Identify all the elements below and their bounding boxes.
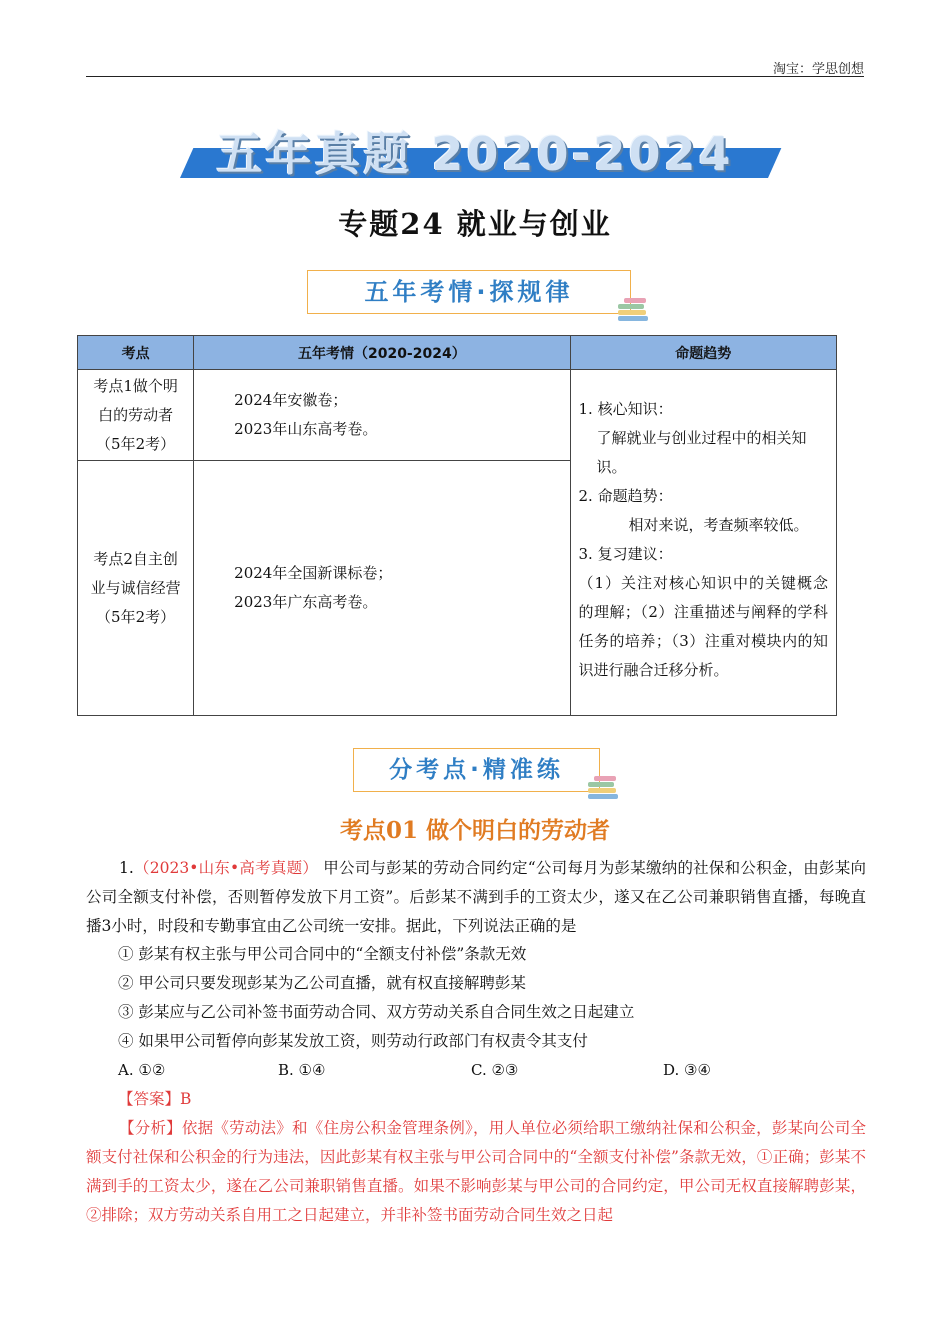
kaodian-cell: 考点2自主创 业与诚信经营 （5年2考） — [78, 461, 194, 716]
trend-cell — [570, 370, 836, 716]
trend-text: 了解就业与创业过程中的相关知识。 — [596, 428, 807, 476]
section-title: 考点01 做个明白的劳动者 — [339, 817, 610, 844]
choice-b: B. ①④ — [278, 1061, 326, 1079]
title-banner — [180, 112, 770, 184]
kaoqing-cell: 2024年全国新课标卷； 2023年广东高考卷。 — [194, 461, 570, 716]
answer-line: 【答案】B — [118, 1090, 192, 1108]
banner-text: 五年真题 2020-2024 — [216, 127, 734, 181]
choice-c: C. ②③ — [471, 1061, 519, 1079]
books-icon — [618, 298, 648, 320]
books-icon — [588, 776, 618, 798]
header-cell: 考点 — [78, 336, 194, 370]
kaodian-cell: 考点1做个明 白的劳动者 （5年2考） — [78, 370, 194, 461]
statement-list — [118, 940, 868, 1056]
question-stem — [86, 854, 866, 941]
header-note: 淘宝：学思创想 — [772, 62, 864, 77]
question-source: （2023•山东•高考真题） — [133, 859, 319, 877]
header-cell: 五年考情（2020-2024） — [194, 336, 570, 370]
analysis-text: 【分析】依据《劳动法》和《住房公积金管理条例》，用人单位必须给职工缴纳社保和公积金，彭某向公司全额支付社保和公积金的行为违法，因此彭某有权主张与甲公司合同中的“全额支付补偿”条款无效，①正确；彭某不满到手的工资太少，遂在乙公司兼职销售直播。如果不影响彭某与甲公司的合同约定，甲公司无权直接解聘彭某，②排除；双方劳动关系自用工之日起建立，并非补签书面劳动合同生效之日起 — [86, 1119, 866, 1224]
question-number: 1. — [119, 859, 134, 877]
header-cell: 命题趋势 — [570, 336, 836, 370]
page-title: 专题24 就业与创业 — [338, 207, 612, 241]
table-header-row — [78, 336, 837, 370]
statement-item: ③ 彭某应与乙公司补签书面劳动合同、双方劳动关系自合同生效之日起建立 — [118, 1003, 635, 1021]
question-text: 甲公司与彭某的劳动合同约定“公司每月为彭某缴纳的社保和公积金，由彭某向公司全额支付补偿，否则暂停发放下月工资”。后彭某不满到手的工资太少，遂又在乙公司兼职销售直播，每晚直播3小时，时段和专勤事宜由乙公司统一安排。据此，下列说法正确的是 — [86, 859, 866, 935]
answer-choices — [118, 1056, 768, 1085]
table-row — [78, 370, 837, 461]
statement-item: ① 彭某有权主张与甲公司合同中的“全额支付补偿”条款无效 — [118, 945, 527, 963]
trend-heading: 1. 核心知识： — [578, 399, 673, 418]
choice-a: A. ①② — [118, 1061, 166, 1079]
statement-item: ④ 如果甲公司暂停向彭某发放工资，则劳动行政部门有权责令其支付 — [118, 1032, 588, 1050]
trend-heading: 3. 复习建议： — [578, 544, 673, 563]
trend-text: （1）关注对核心知识中的关键概念的理解；（2）注重描述与阐释的学科任务的培养；（3）注重对模块内的知识进行融合迁移分析。 — [578, 573, 828, 679]
kaoqing-cell: 2024年安徽卷； 2023年山东高考卷。 — [194, 370, 570, 461]
trend-text: 相对来说，考查频率较低。 — [628, 515, 809, 534]
section-pill-trends: 五年考情·探规律 — [307, 270, 631, 314]
header-rule — [86, 76, 864, 77]
section-pill-practice: 分考点·精准练 — [353, 748, 600, 792]
trend-heading: 2. 命题趋势： — [578, 486, 673, 505]
choice-d: D. ③④ — [663, 1061, 711, 1079]
statement-item: ② 甲公司只要发现彭某为乙公司直播，就有权直接解聘彭某 — [118, 974, 526, 992]
exam-overview-table — [77, 335, 837, 716]
